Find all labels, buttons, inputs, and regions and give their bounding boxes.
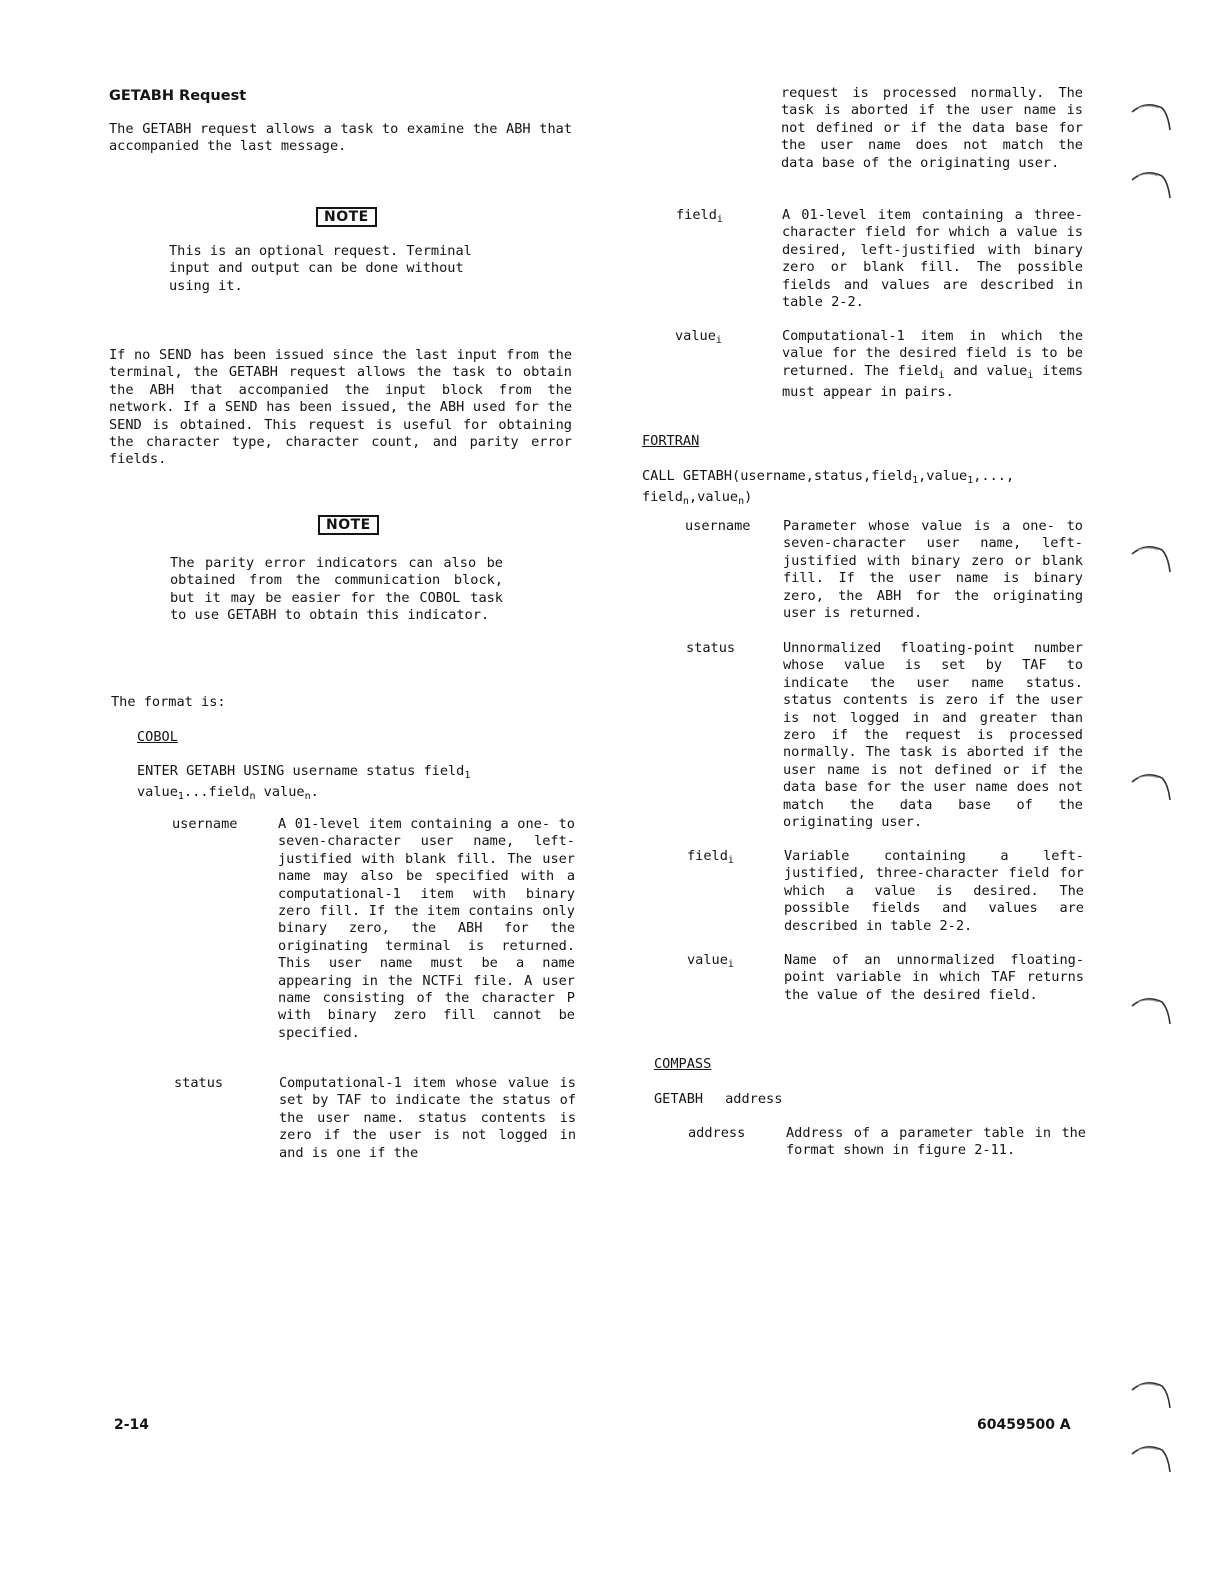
binder-hole-icon [1128, 100, 1172, 134]
param-desc-value [782, 328, 1083, 402]
binder-hole-icon [1128, 1442, 1172, 1476]
cobol-statement [137, 763, 577, 806]
subscript: i [727, 959, 734, 970]
subscript: i [727, 855, 734, 866]
compass-desc-address: Address of a parameter table in the format shown in figure 2-11. [786, 1125, 1086, 1159]
term-text: value [675, 328, 716, 344]
call-part: ,..., [973, 468, 1015, 484]
binder-hole-icon [1128, 994, 1172, 1028]
fortran-call [642, 468, 1082, 511]
subscript: n [304, 791, 311, 803]
call-part: ) [744, 489, 753, 506]
compass-arg: address [725, 1091, 783, 1107]
param-desc-username: A 01-level item containing a one- to seven-character user name, left-justified with blank fill. The user name may also be specified with a computational-1 item with binary zero fill. If the item contains only binary zero, the ABH for the originating terminal is returned. This user name must be a name appearing in the NCTFi file. A user name consisting of the character P with binary zero fill cannot be specified. [278, 816, 575, 1041]
subscript: i [716, 214, 723, 225]
subscript: i [1027, 369, 1034, 381]
subscript: i [715, 335, 722, 346]
call-part: CALL GETABH(username,status,field [642, 468, 913, 484]
fortran-desc-username: Parameter whose value is a one- to seven-character user name, left-justified with binary zero or blank fill. If the user name is binary zero, the ABH for the originating user is returned. [783, 518, 1083, 622]
format-label: The format is: [111, 694, 226, 710]
subscript: n [738, 496, 745, 508]
subscript: 1 [464, 770, 471, 781]
term-text: field [676, 207, 717, 223]
fortran-term-status: status [686, 640, 736, 656]
desc-part: and value [944, 362, 1028, 379]
cobol-label: COBOL [137, 729, 178, 745]
section-heading: GETABH Request [109, 88, 247, 104]
subscript: n [249, 791, 256, 803]
call-part: ,value [688, 489, 739, 506]
compass-statement [654, 1091, 782, 1108]
binder-hole-icon [1128, 542, 1172, 576]
page-number: 2-14 [114, 1417, 150, 1433]
cobol-stmt-part: ...field [183, 784, 250, 801]
note-box-2 [318, 516, 379, 534]
param-term-field [676, 207, 723, 228]
note-label: NOTE [316, 207, 377, 227]
cobol-stmt-part: value [255, 784, 305, 801]
call-part: ,value [918, 468, 968, 484]
desc-part: Computational-1 item in which the value for the desired field is to be returned. The field [782, 328, 1083, 379]
cobol-stmt-part: ENTER GETABH USING username status field [137, 763, 465, 779]
fortran-term-username: username [685, 518, 751, 534]
compass-op: GETABH [654, 1091, 704, 1107]
subscript: 1 [967, 475, 974, 486]
param-term-username: username [172, 816, 238, 832]
fortran-label: FORTRAN [642, 433, 700, 449]
compass-term-address: address [688, 1125, 746, 1141]
fortran-desc-status: Unnormalized floating-point number whose value is set by TAF to indicate the user name status. status contents is zero if the user is not logged in and greater than zero if the request is processed normally. The task is aborted if the user name is not defined or if the data base for the user name does not match the data base of the originating user. [783, 640, 1083, 831]
note-text-1: This is an optional request. Terminal input and output can be done without using it. [169, 243, 472, 294]
param-term-status: status [174, 1075, 224, 1091]
call-part: field [642, 489, 683, 506]
fortran-desc-value: Name of an unnormalized floating-point variable in which TAF returns the value of the desired field. [784, 952, 1084, 1003]
fortran-term-value [687, 952, 734, 973]
param-desc-field: A 01-level item containing a three-character field for which a value is desired, left-justified with binary zero or blank fill. The possible fields and values are described in table 2-2. [782, 207, 1083, 311]
param-desc-status: Computational-1 item whose value is set by TAF to indicate the status of the user name. status contents is zero if the user is not logged in and is one if the [279, 1075, 576, 1161]
cobol-stmt-part: value [137, 784, 178, 801]
fortran-desc-field: Variable containing a left-justified, three-character field for which a value is desired. The possible fields and values are described in table 2-2. [784, 848, 1084, 934]
intro-paragraph: The GETABH request allows a task to examine the ABH that accompanied the last message. [109, 121, 572, 155]
note-label: NOTE [318, 515, 379, 535]
subscript: 1 [177, 791, 184, 803]
body-paragraph-2: If no SEND has been issued since the last input from the terminal, the GETABH request allows the task to obtain the ABH that accompanied the input block from the network. If a SEND has been issued, the ABH used for the SEND is obtained. This request is useful for obtaining the character type, character count, and parity error fields. [109, 347, 572, 468]
binder-hole-icon [1128, 168, 1172, 202]
binder-hole-icon [1128, 1378, 1172, 1412]
compass-label: COMPASS [654, 1056, 712, 1072]
param-term-value [675, 328, 722, 349]
document-number: 60459500 A [977, 1417, 1071, 1433]
subscript: n [682, 496, 689, 508]
term-text: value [687, 952, 728, 968]
desc-part: items must appear in pairs. [782, 362, 1084, 401]
subscript: i [938, 369, 945, 381]
note-text-2: The parity error indicators can also be obtained from the communication block, but it may be easier for the COBOL task to use GETABH to obtain this indicator. [170, 555, 503, 624]
term-text: field [687, 848, 728, 864]
note-box-1 [316, 208, 377, 226]
cobol-stmt-part: . [310, 784, 319, 801]
fortran-term-field [687, 848, 734, 869]
subscript: 1 [912, 475, 919, 486]
continued-text: request is processed normally. The task is aborted if the user name is not defined or if the data base for the user name does not match the data base of the originating user. [781, 85, 1083, 171]
binder-hole-icon [1128, 770, 1172, 804]
